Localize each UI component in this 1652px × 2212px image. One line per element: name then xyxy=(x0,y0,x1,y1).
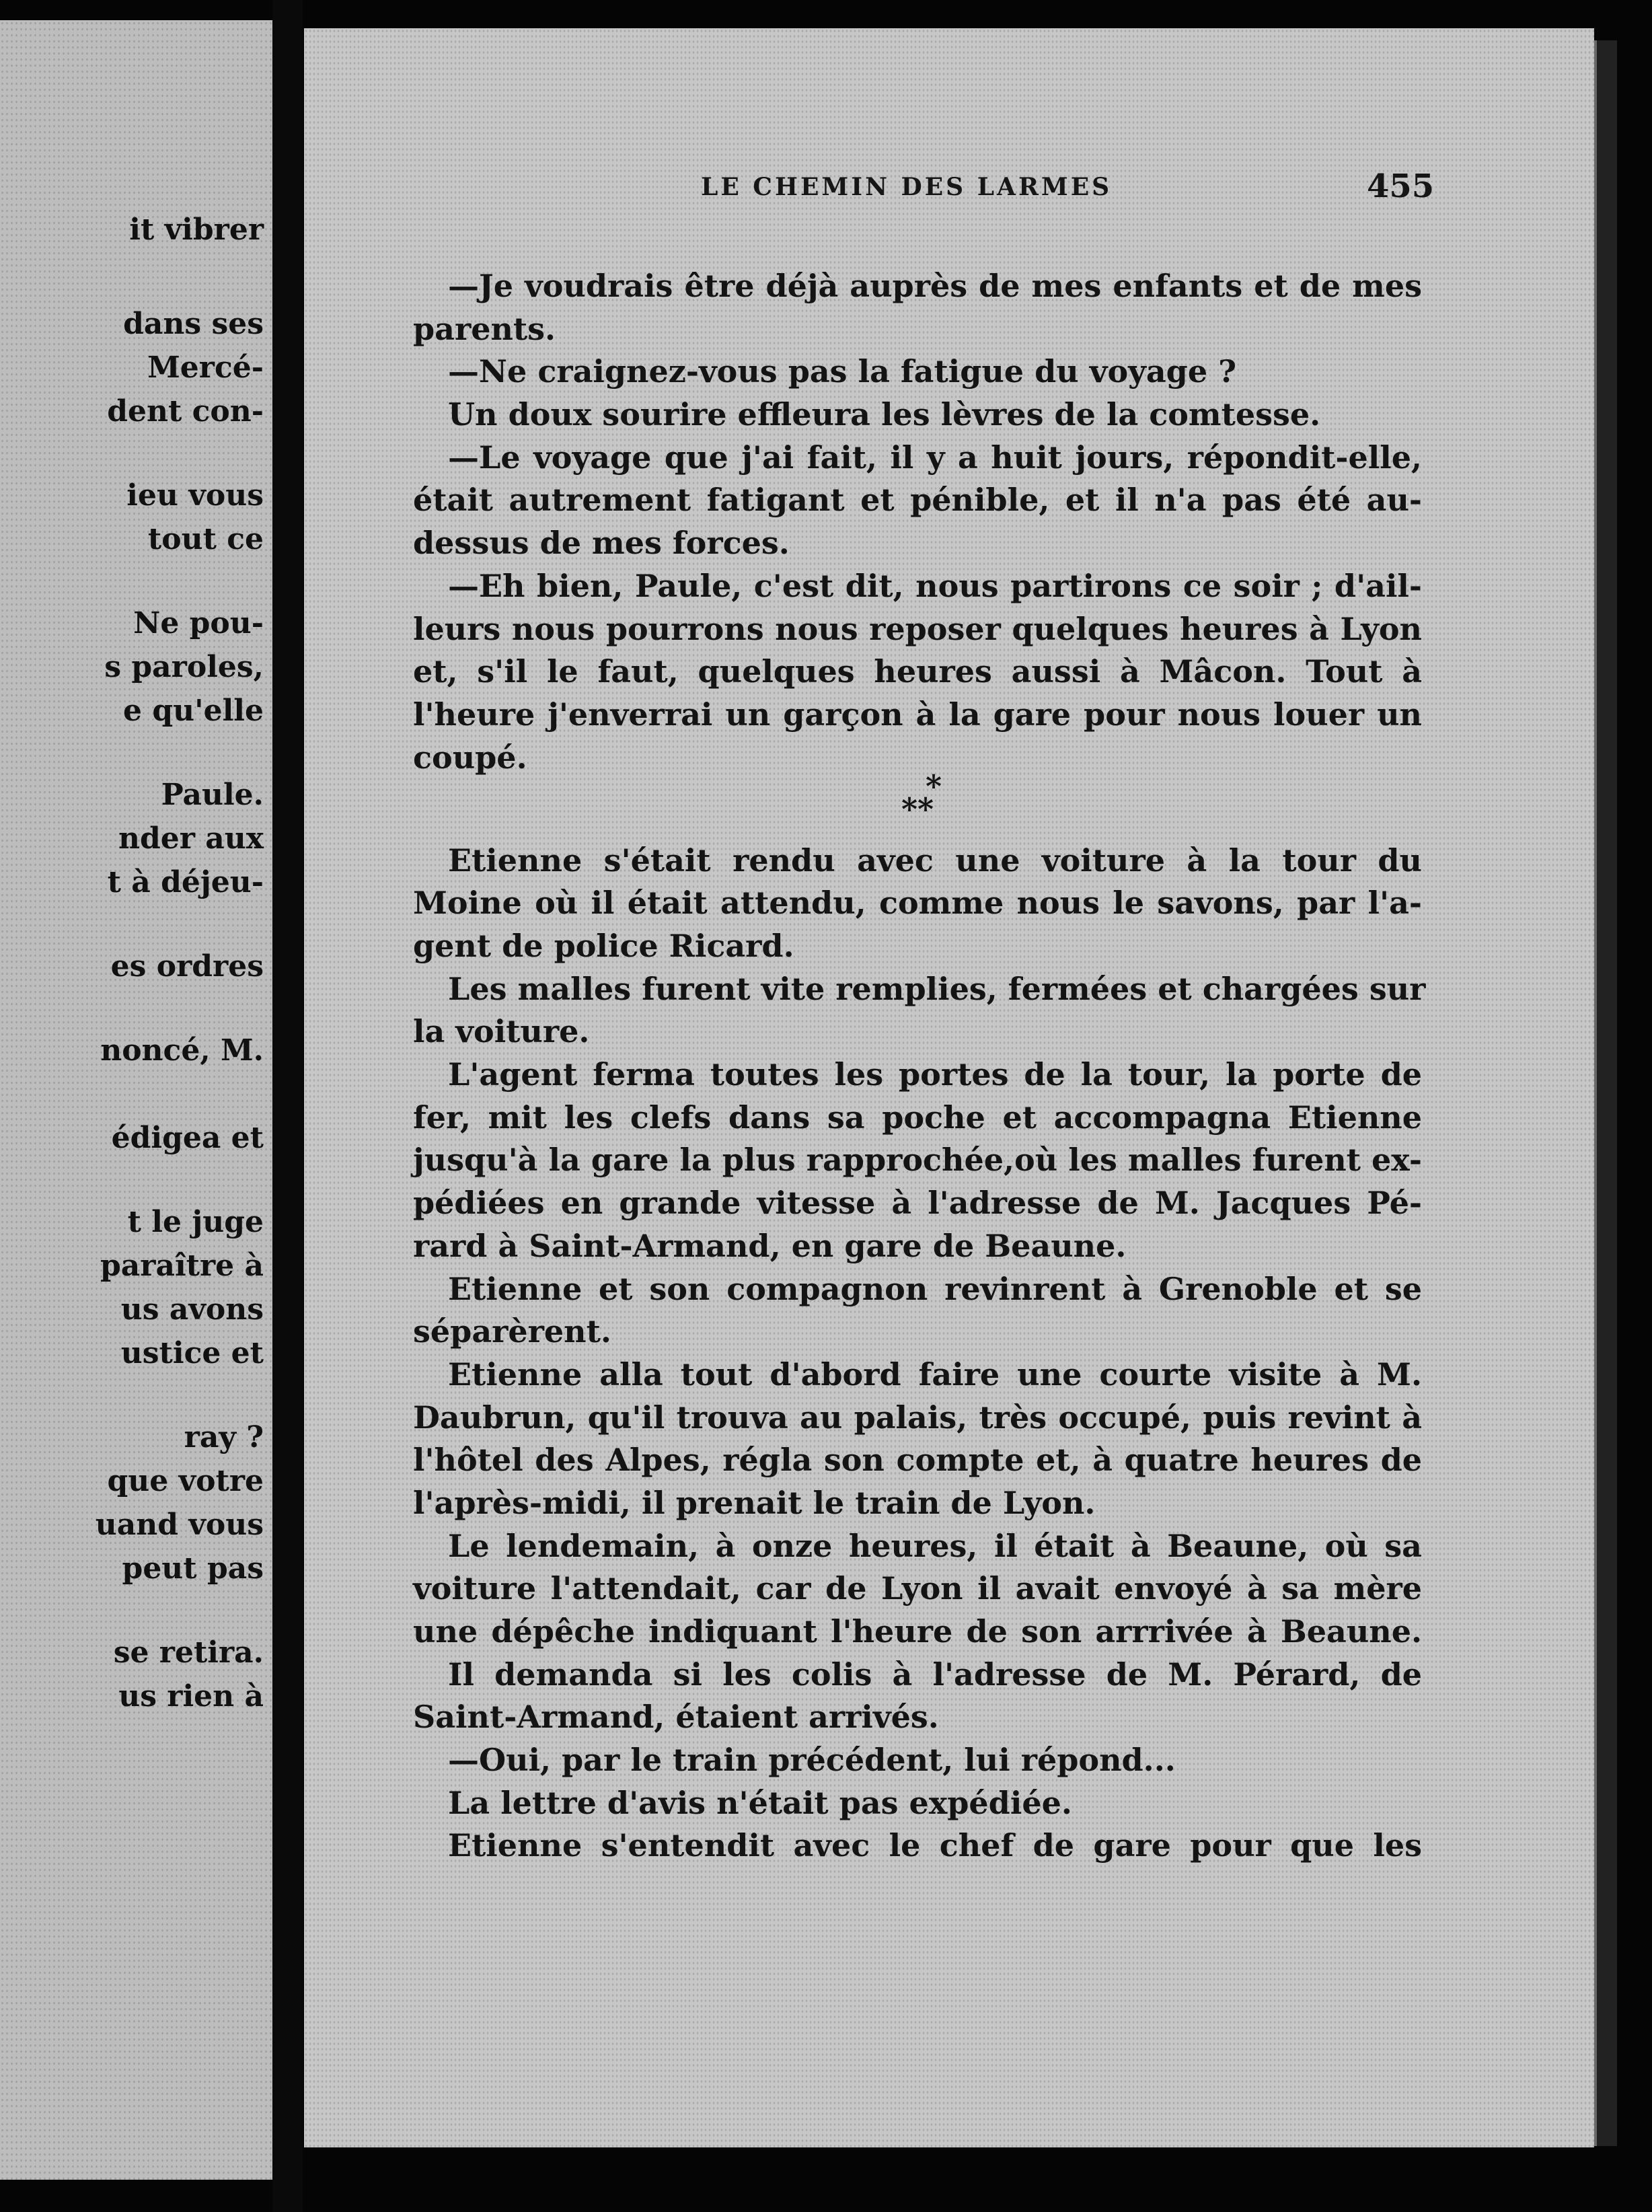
left-page-line: s paroles, xyxy=(104,650,264,684)
left-page-line: Paule. xyxy=(161,778,264,812)
text-line: Saint-Armand, étaient arrivés. xyxy=(413,1699,939,1736)
left-page-line: dent con- xyxy=(107,394,264,429)
text-line: leurs nous pourrons nous reposer quelques heures à Lyon xyxy=(413,610,1422,647)
left-page-line: dans ses xyxy=(123,307,264,341)
text-line: Etienne s'entendit avec le chef de gare pour que les xyxy=(448,1827,1422,1864)
current-page xyxy=(304,28,1594,2147)
left-page-line: peut pas xyxy=(122,1551,264,1586)
text-line: Etienne et son compagnon revinrent à Grenoble et se xyxy=(448,1270,1422,1307)
text-line: La lettre d'avis n'était pas expédiée. xyxy=(448,1784,1072,1821)
text-line: jusqu'à la gare la plus rapprochée,où les malles furent ex- xyxy=(413,1142,1422,1179)
text-line: l'hôtel des Alpes, régla son compte et, à quatre heures de xyxy=(413,1442,1422,1479)
text-line: gent de police Ricard. xyxy=(413,928,794,964)
text-line: Un doux sourire effleura les lèvres de la comtesse. xyxy=(448,396,1321,433)
text-line: dessus de mes forces. xyxy=(413,525,790,562)
left-page-line: ustice et xyxy=(120,1336,264,1370)
text-line: Etienne s'était rendu avec une voiture à la tour du xyxy=(448,842,1422,879)
text-line: parents. xyxy=(413,310,556,347)
text-line: l'heure j'enverrai un garçon à la gare pour nous louer un xyxy=(413,696,1422,733)
page-edge-shadow xyxy=(1594,40,1617,2146)
text-line: Il demanda si les colis à l'adresse de M. Pérard, de xyxy=(448,1656,1422,1693)
text-line: l'après-midi, il prenait le train de Lyon. xyxy=(413,1484,1096,1521)
text-line: pédiées en grande vitesse à l'adresse de M. Jacques Pé- xyxy=(413,1185,1422,1222)
left-page-line: es ordres xyxy=(110,949,264,984)
left-page-line: t le juge xyxy=(127,1205,264,1239)
left-page-line: it vibrer xyxy=(129,213,264,247)
left-page-line: se retira. xyxy=(113,1635,264,1670)
text-line: coupé. xyxy=(413,739,527,776)
text-line: —Eh bien, Paule, c'est dit, nous partirons ce soir ; d'ail- xyxy=(448,567,1422,604)
text-part-before-break xyxy=(413,265,1422,779)
text-line: et, s'il le faut, quelques heures aussi à Mâcon. Tout à xyxy=(413,653,1422,690)
left-page-line: édigea et xyxy=(111,1121,264,1155)
left-page-line: noncé, M. xyxy=(100,1033,264,1068)
text-line: la voiture. xyxy=(413,1013,590,1050)
text-line: L'agent ferma toutes les portes de la tour, la porte de xyxy=(448,1056,1422,1093)
text-line: —Ne craignez-vous pas la fatigue du voyage ? xyxy=(448,353,1237,390)
asterism-bottom: ** xyxy=(901,790,934,827)
text-line: rard à Saint-Armand, en gare de Beaune. xyxy=(413,1227,1127,1264)
previous-page-fragment xyxy=(0,20,276,2180)
text-line: Les malles furent vite remplies, fermées et chargées sur xyxy=(448,970,1426,1007)
left-page-line: uand vous xyxy=(95,1508,264,1542)
text-line: voiture l'attendait, car de Lyon il avait envoyé à sa mère xyxy=(413,1570,1422,1607)
left-page-line: ieu vous xyxy=(126,478,264,513)
text-line: était autrement fatigant et pénible, et il n'a pas été au- xyxy=(413,482,1422,519)
left-page-line: paraître à xyxy=(100,1249,264,1283)
section-break-asterism-bottom xyxy=(413,788,1422,832)
left-page-line: ray ? xyxy=(184,1420,264,1454)
asterism-top: * xyxy=(925,768,942,805)
text-line: séparèrent. xyxy=(413,1313,611,1350)
page-number: 455 xyxy=(1367,168,1435,205)
running-header xyxy=(304,168,1594,213)
left-page-line: t à déjeu- xyxy=(107,865,264,899)
left-page-line: Ne pou- xyxy=(133,606,264,640)
left-page-line: que votre xyxy=(107,1464,264,1498)
text-line: fer, mit les clefs dans sa poche et accompagna Etienne xyxy=(413,1099,1422,1136)
text-part-after-break xyxy=(413,840,1426,1868)
text-line: Etienne alla tout d'abord faire une courte visite à M. xyxy=(448,1356,1422,1393)
running-title: LE CHEMIN DES LARMES xyxy=(701,173,1113,201)
text-line: Moine où il était attendu, comme nous le savons, par l'a- xyxy=(413,885,1422,922)
book-gutter xyxy=(272,0,303,2212)
page-body-text xyxy=(413,265,1426,1868)
text-line: —Je voudrais être déjà auprès de mes enfants et de mes xyxy=(448,268,1422,304)
left-page-line: e qu'elle xyxy=(123,694,264,728)
text-line: —Le voyage que j'ai fait, il y a huit jours, répondit-elle, xyxy=(448,439,1422,476)
text-line: une dépêche indiquant l'heure de son arrrivée à Beaune. xyxy=(413,1613,1422,1650)
left-page-line: tout ce xyxy=(147,522,264,556)
left-page-line: us avons xyxy=(120,1292,264,1327)
text-line: Daubrun, qu'il trouva au palais, très occupé, puis revint à xyxy=(413,1399,1422,1436)
left-page-line: nder aux xyxy=(118,821,264,856)
left-page-line: Mercé- xyxy=(147,351,264,385)
text-line: —Oui, par le train précédent, lui répond... xyxy=(448,1742,1176,1779)
text-line: Le lendemain, à onze heures, il était à Beaune, où sa xyxy=(448,1527,1422,1564)
left-page-line: us rien à xyxy=(118,1679,264,1713)
